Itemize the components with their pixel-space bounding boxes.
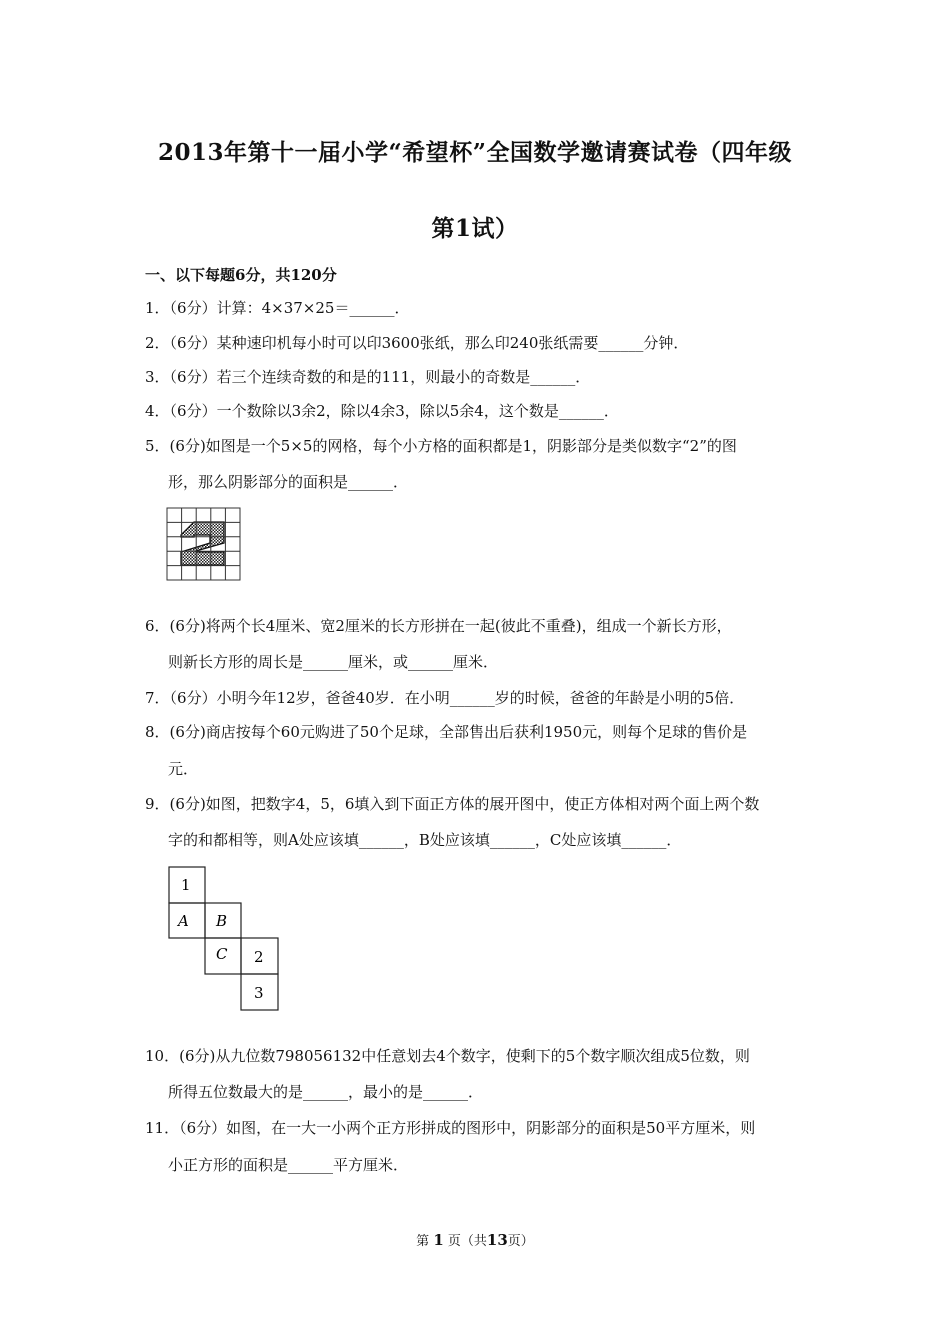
question-9-line1: 9．(6分)如图，把数字4，5，6填入到下面正方体的展开图中，使正方体相对两个面上两个数 [145,795,760,813]
question-10-line2: 所得五位数最大的是______，最小的是______． [168,1083,484,1101]
question-5-line1: 5．(6分)如图是一个5×5的网格，每个小方格的面积都是1，阴影部分是类似数字“2”的图 [145,437,737,455]
footer-prefix: 第 [416,1234,430,1249]
question-11-line1: 11．（6分）如图，在一大一小两个正方形拼成的图形中，阴影部分的面积是50平方厘米，则 [145,1119,756,1137]
net-label-1: 1 [181,876,191,894]
question-11-line2: 小正方形的面积是______平方厘米． [168,1156,409,1174]
grid-lines [167,508,240,580]
exam-title-line2: 第1试） [431,215,519,242]
exam-title-line1: 2013年第十一届小学“希望杯”全国数学邀请赛试卷（四年级 [158,139,792,166]
question-2: 2．（6分）某种速印机每小时可以印3600张纸，那么印240张纸需要______分钟． [145,334,689,352]
digit-two-grid-figure [166,507,242,581]
question-10-line1: 10．(6分)从九位数798056132中任意划去4个数字，使剩下的5个数字顺次组成5位数，则 [145,1047,750,1065]
question-8-line1: 8．(6分)商店按每个60元购进了50个足球，全部售出后获利1950元，则每个足球的售价是 [145,723,748,741]
shaded-two-shape [181,522,224,565]
footer-suffix: 页） [507,1234,534,1249]
net-label-c: C [216,945,228,963]
question-1: 1．（6分）计算：4×37×25＝______． [145,299,410,317]
question-4: 4．（6分）一个数除以3余2，除以4余3，除以5余4，这个数是______． [145,402,619,420]
cube-net-figure [168,866,280,1012]
net-label-b: B [216,912,228,930]
question-9-line2: 字的和都相等，则A处应该填______，B处应该填______，C处应该填______． [168,831,682,849]
net-label-2: 2 [254,948,264,966]
section-heading: 一、以下每题6分，共120分 [145,266,337,284]
question-8-line2: 元． [168,760,199,778]
question-6-line1: 6．(6分)将两个长4厘米、宽2厘米的长方形拼在一起(彼此不重叠)，组成一个新长方形， [145,617,732,635]
page-footer [0,1230,950,1249]
footer-middle: 页（共 [447,1234,487,1249]
footer-page-number: 1 [433,1231,444,1249]
net-label-3: 3 [254,984,264,1002]
question-3: 3．（6分）若三个连续奇数的和是的111，则最小的奇数是______． [145,368,591,386]
question-6-line2: 则新长方形的周长是______厘米，或______厘米． [168,653,499,671]
net-label-a: A [178,912,189,930]
question-5-line2: 形，那么阴影部分的面积是______． [168,473,409,491]
question-7: 7．（6分）小明今年12岁，爸爸40岁．在小明______岁的时候，爸爸的年龄是小明的5倍． [145,689,745,707]
footer-total-pages: 13 [486,1231,508,1249]
